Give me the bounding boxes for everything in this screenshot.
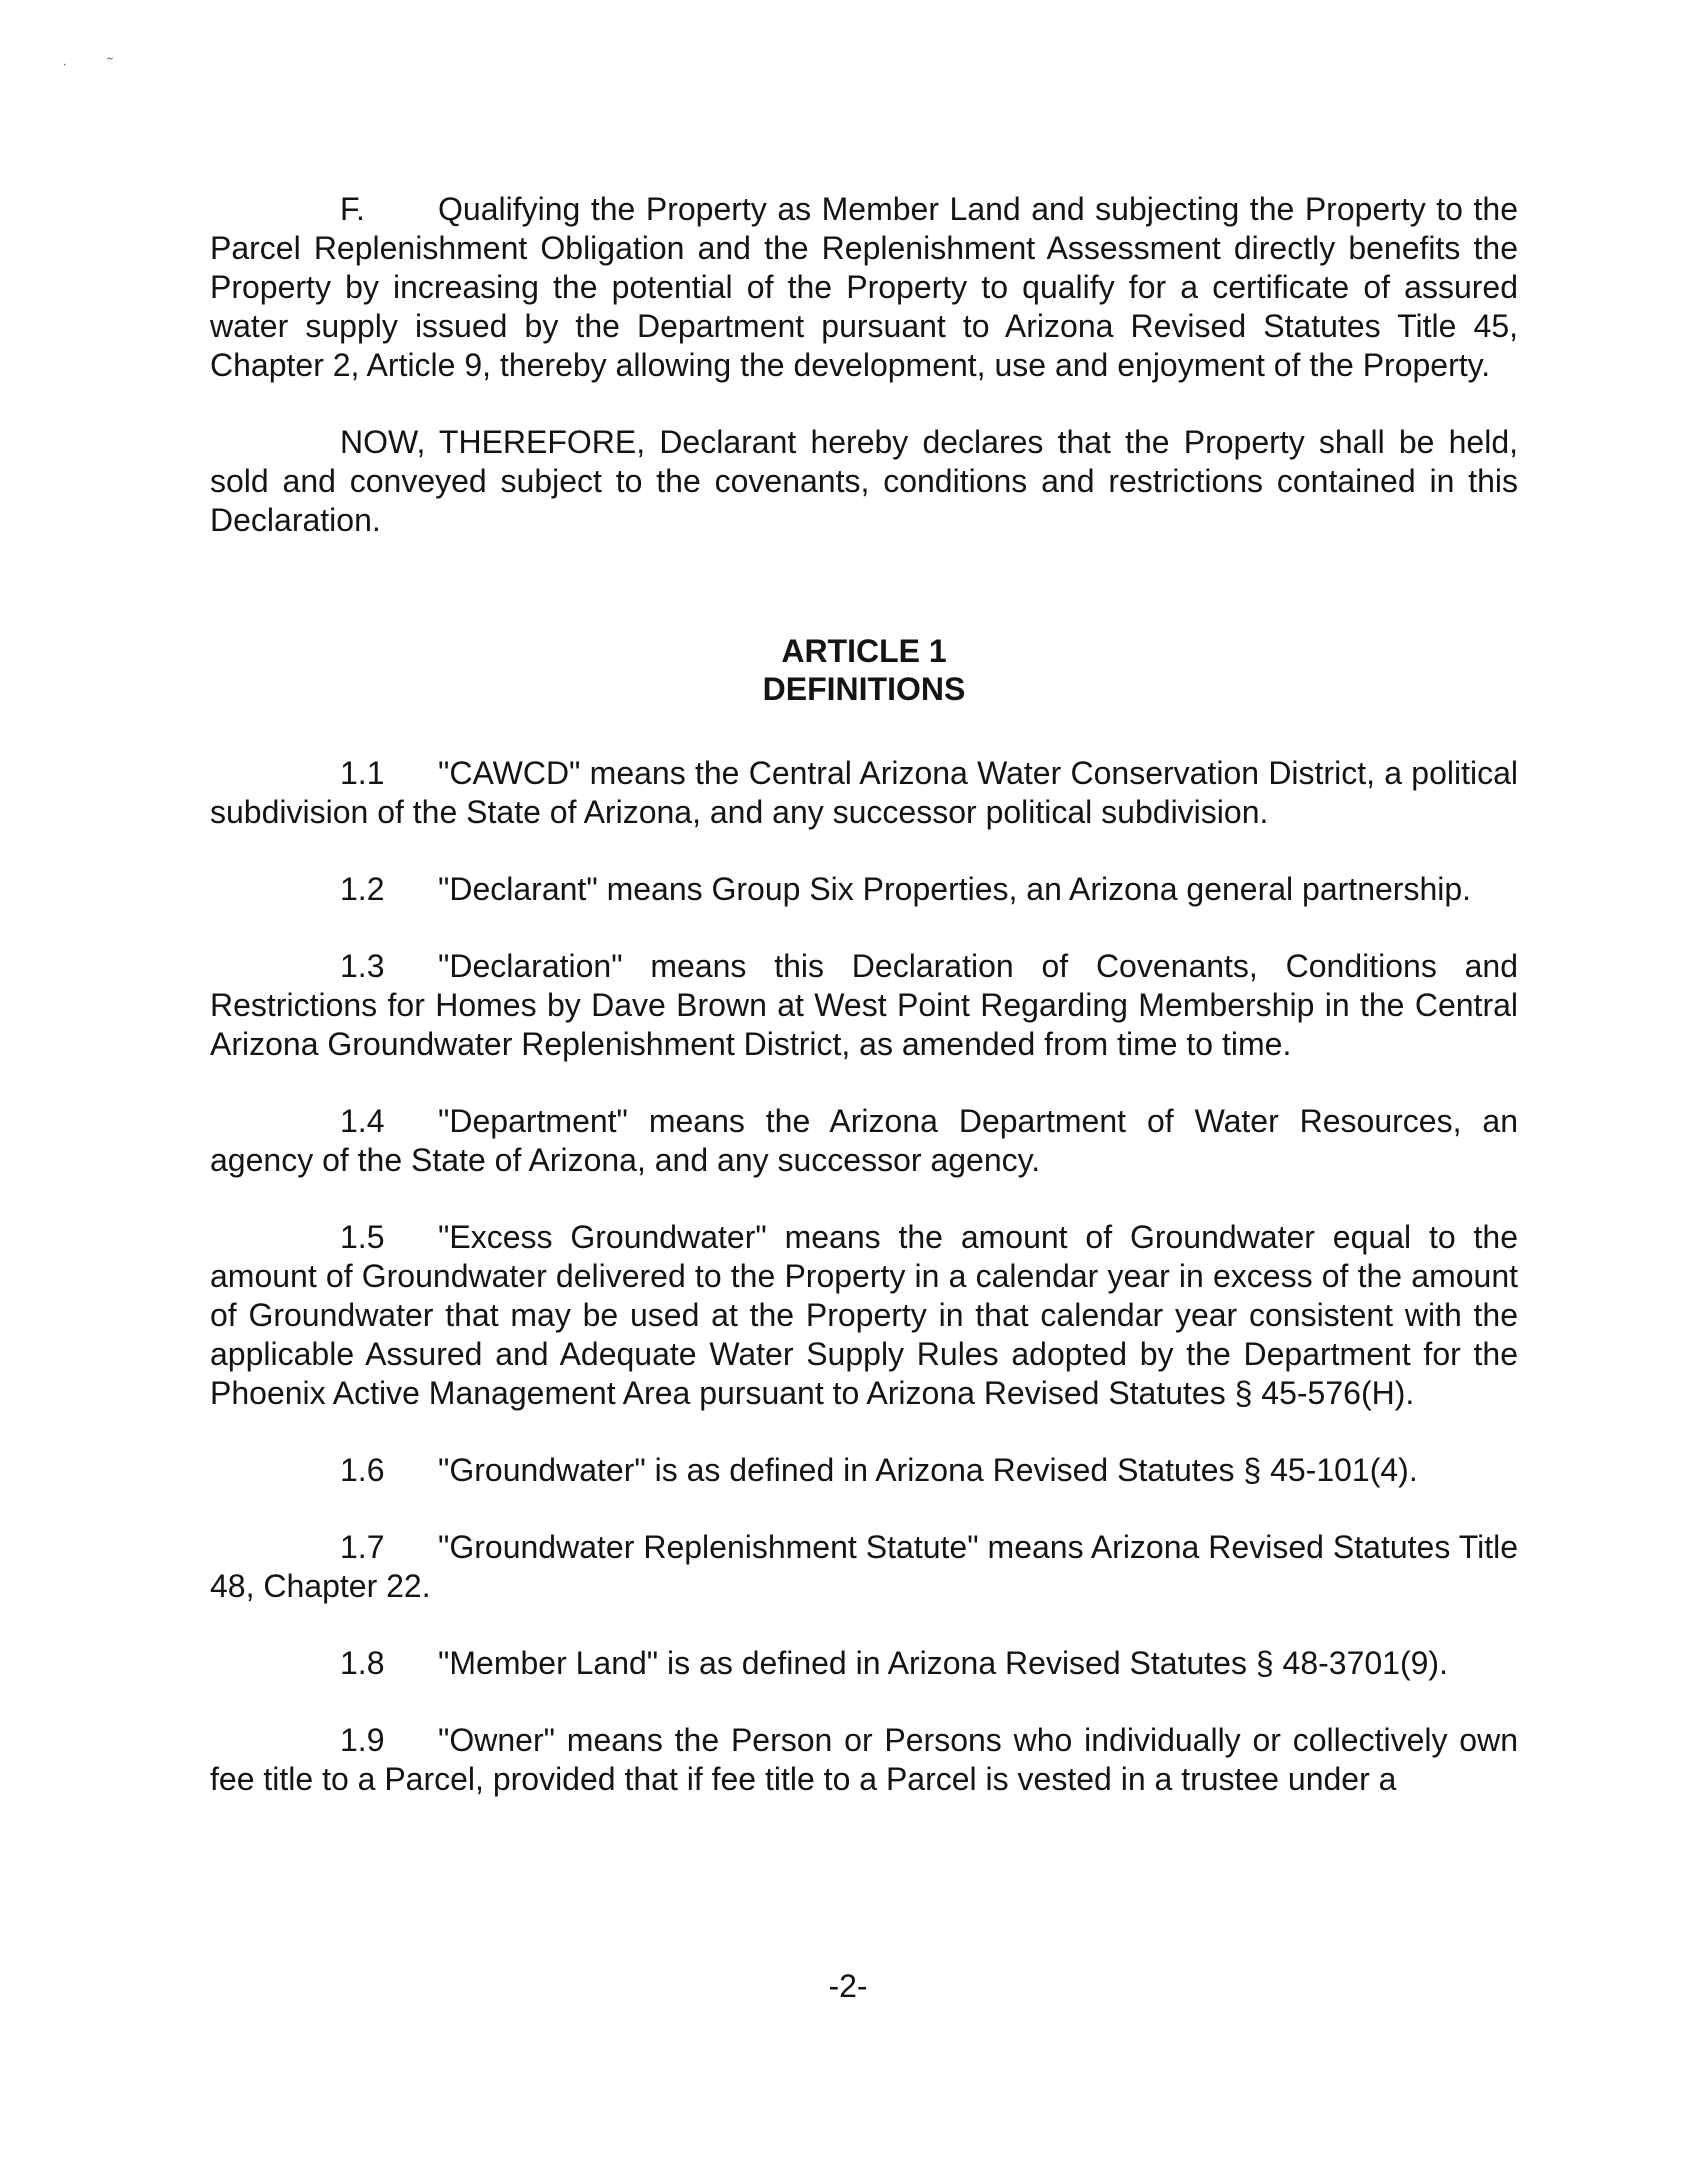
definition-number: 1.5	[340, 1219, 385, 1255]
definition-number: 1.2	[340, 871, 385, 907]
definition-1-8	[210, 1644, 1518, 1683]
definition-1-4	[210, 1102, 1518, 1180]
definition-text: "Groundwater" is as defined in Arizona Revised Statutes § 45-101(4).	[438, 1452, 1418, 1488]
definition-number: 1.4	[340, 1103, 385, 1139]
article-number: ARTICLE 1	[781, 633, 947, 669]
definition-text: "Declarant" means Group Six Properties, an Arizona general partnership.	[438, 871, 1472, 907]
definition-text: "Excess Groundwater" means the amount of Groundwater equal to the amount of Groundwater delivered to the Property in a calendar year in excess of the amount of Groundwater that may be used at the Property in that calendar year consistent with the applicable Assured and Adequate Water Supply Rules adopted by the Department for the Phoenix Active Management Area pursuant to Arizona Revised Statutes § 45-576(H).	[210, 1219, 1518, 1411]
definition-text: "Owner" means the Person or Persons who individually or collectively own fee title to a Parcel, provided that if fee title to a Parcel is vested in a trustee under a	[210, 1722, 1518, 1797]
now-therefore-text: NOW, THEREFORE, Declarant hereby declares that the Property shall be held, sold and conveyed subject to the covenants, conditions and restrictions contained in this Declaration.	[210, 424, 1518, 538]
definition-1-9	[210, 1721, 1518, 1799]
recital-f	[210, 190, 1518, 385]
scan-specks: · ˜	[62, 56, 113, 73]
page-number: -2-	[828, 1968, 868, 2004]
recital-letter: F.	[340, 191, 365, 227]
definition-1-1	[210, 754, 1518, 832]
definition-text: "Groundwater Replenishment Statute" means Arizona Revised Statutes Title 48, Chapter 22.	[210, 1529, 1518, 1604]
definition-number: 1.1	[340, 755, 385, 791]
definition-number: 1.8	[340, 1645, 385, 1681]
article-title: DEFINITIONS	[762, 671, 966, 707]
definition-1-7	[210, 1528, 1518, 1606]
definition-number: 1.9	[340, 1722, 385, 1758]
definition-number: 1.6	[340, 1452, 385, 1488]
now-therefore-paragraph	[210, 423, 1518, 540]
definition-number: 1.3	[340, 948, 385, 984]
definition-1-2	[210, 870, 1518, 909]
definition-1-6	[210, 1451, 1518, 1490]
body-text	[210, 190, 1518, 1837]
definition-text: "CAWCD" means the Central Arizona Water Conservation District, a political subdivision of the State of Arizona, and any successor political subdivision.	[210, 755, 1518, 830]
definition-1-3	[210, 947, 1518, 1064]
definition-text: "Member Land" is as defined in Arizona Revised Statutes § 48-3701(9).	[438, 1645, 1448, 1681]
definition-text: "Declaration" means this Declaration of Covenants, Conditions and Restrictions for Homes by Dave Brown at West Point Regarding Membership in the Central Arizona Groundwater Replenishment District, as amended from time to time.	[210, 948, 1518, 1062]
recital-text: Qualifying the Property as Member Land and subjecting the Property to the Parcel Replenishment Obligation and the Replenishment Assessment directly benefits the Property by increasing the potential of the Property to qualify for a certificate of assured water supply issued by the Department pursuant to Arizona Revised Statutes Title 45, Chapter 2, Article 9, thereby allowing the development, use and enjoyment of the Property.	[210, 191, 1518, 383]
definition-number: 1.7	[340, 1529, 385, 1565]
definition-1-5	[210, 1218, 1518, 1413]
definition-text: "Department" means the Arizona Department of Water Resources, an agency of the State of Arizona, and any successor agency.	[210, 1103, 1518, 1178]
article-heading	[210, 632, 1518, 708]
